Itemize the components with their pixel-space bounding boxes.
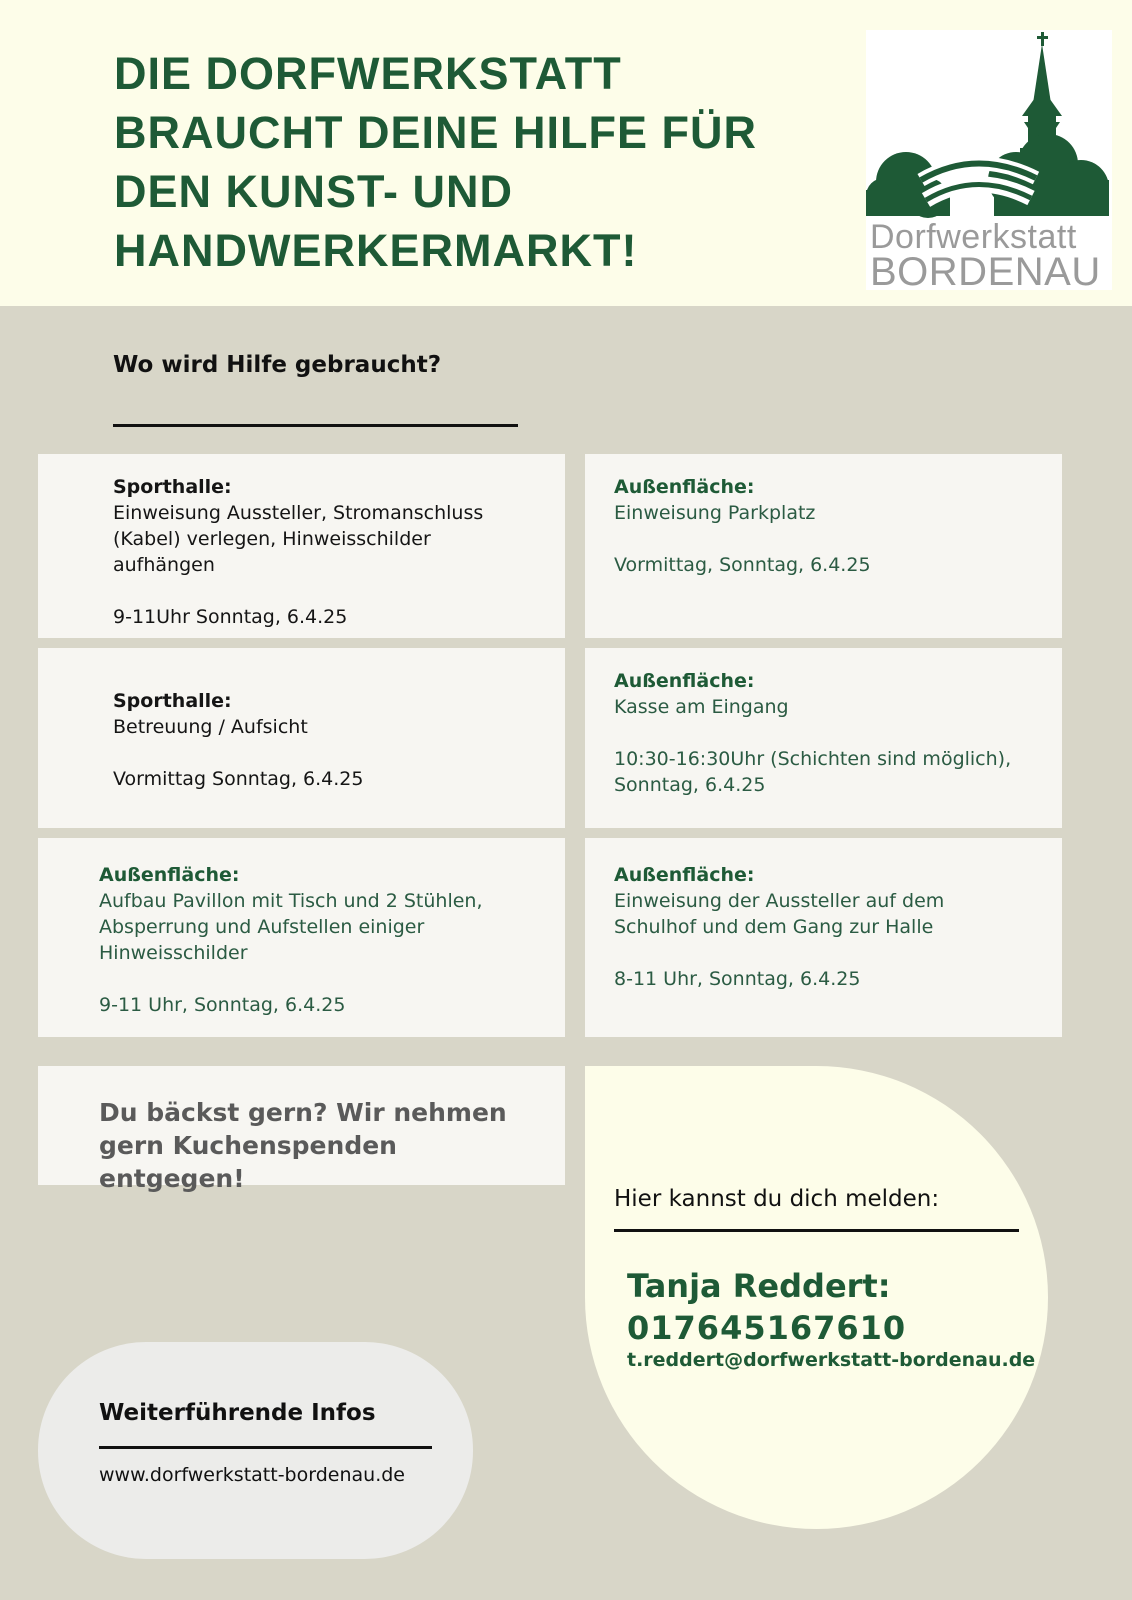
header-banner (0, 0, 1132, 306)
task-card-time: 9-11Uhr Sonntag, 6.4.25 (113, 606, 348, 628)
task-card-time: 8-11 Uhr, Sonntag, 6.4.25 (614, 968, 861, 990)
task-card-time: 10:30-16:30Uhr (Schichten sind möglich), Sonntag, 6.4.25 (614, 748, 1012, 796)
task-card-description: Einweisung Parkplatz (614, 502, 816, 524)
logo-text-dorfwerkstatt: Dorfwerkstatt (870, 218, 1077, 256)
title-line-2: BRAUCHT DEINE HILFE FÜR (114, 107, 757, 158)
contact-divider (614, 1229, 1019, 1232)
contact-email: t.reddert@dorfwerkstatt-bordenau.de (627, 1349, 1036, 1371)
task-card-time: Vormittag, Sonntag, 6.4.25 (614, 554, 871, 576)
task-card-description: Betreuung / Aufsicht (113, 716, 308, 738)
title-line-4: HANDWERKERMARKT! (114, 225, 638, 276)
title-line-3: DEN KUNST- UND (114, 166, 514, 217)
task-card-description: Kasse am Eingang (614, 696, 789, 718)
task-card-description: Einweisung der Aussteller auf dem Schulhof und dem Gang zur Halle (614, 890, 945, 938)
info-title: Weiterführende Infos (99, 1400, 376, 1426)
task-card-5 (38, 838, 565, 1037)
task-card-heading: Außenfläche: (614, 476, 755, 498)
task-card-heading: Sporthalle: (113, 476, 232, 498)
church-trees-logo-icon (866, 30, 1112, 220)
task-card-3 (38, 648, 565, 828)
page-title (114, 44, 794, 280)
task-card-4 (585, 648, 1062, 828)
title-line-1: DIE DORFWERKSTATT (114, 48, 622, 99)
task-card-6 (585, 838, 1062, 1037)
info-pill (38, 1342, 473, 1559)
task-card-description: Aufbau Pavillon mit Tisch und 2 Stühlen, Absperrung und Aufstellen einiger Hinweisschilder (99, 890, 483, 964)
task-card-1 (38, 454, 565, 638)
task-card-description: Einweisung Aussteller, Stromanschluss (Kabel) verlegen, Hinweisschilder aufhängen (113, 502, 484, 576)
info-website-link: www.dorfwerkstatt-bordenau.de (99, 1464, 405, 1486)
info-divider (99, 1446, 432, 1449)
task-card-heading: Außenfläche: (99, 864, 240, 886)
logo-text-bordenau: BORDENAU (870, 250, 1101, 294)
task-card-2 (585, 454, 1062, 638)
task-card-heading: Außenfläche: (614, 864, 755, 886)
section-divider (113, 424, 518, 427)
section-title: Wo wird Hilfe gebraucht? (113, 352, 442, 378)
task-card-heading: Sporthalle: (113, 690, 232, 712)
contact-phone: 017645167610 (627, 1309, 907, 1347)
task-card-time: Vormittag Sonntag, 6.4.25 (113, 768, 364, 790)
contact-name: Tanja Reddert: (627, 1267, 891, 1305)
contact-label: Hier kannst du dich melden: (614, 1186, 940, 1212)
task-card-heading: Außenfläche: (614, 670, 755, 692)
cake-donation-text: Du bäckst gern? Wir nehmen gern Kuchenspenden entgegen! (99, 1098, 507, 1193)
task-card-time: 9-11 Uhr, Sonntag, 6.4.25 (99, 994, 346, 1016)
cake-donation-box (38, 1066, 565, 1193)
dorfwerkstatt-logo (866, 30, 1112, 294)
